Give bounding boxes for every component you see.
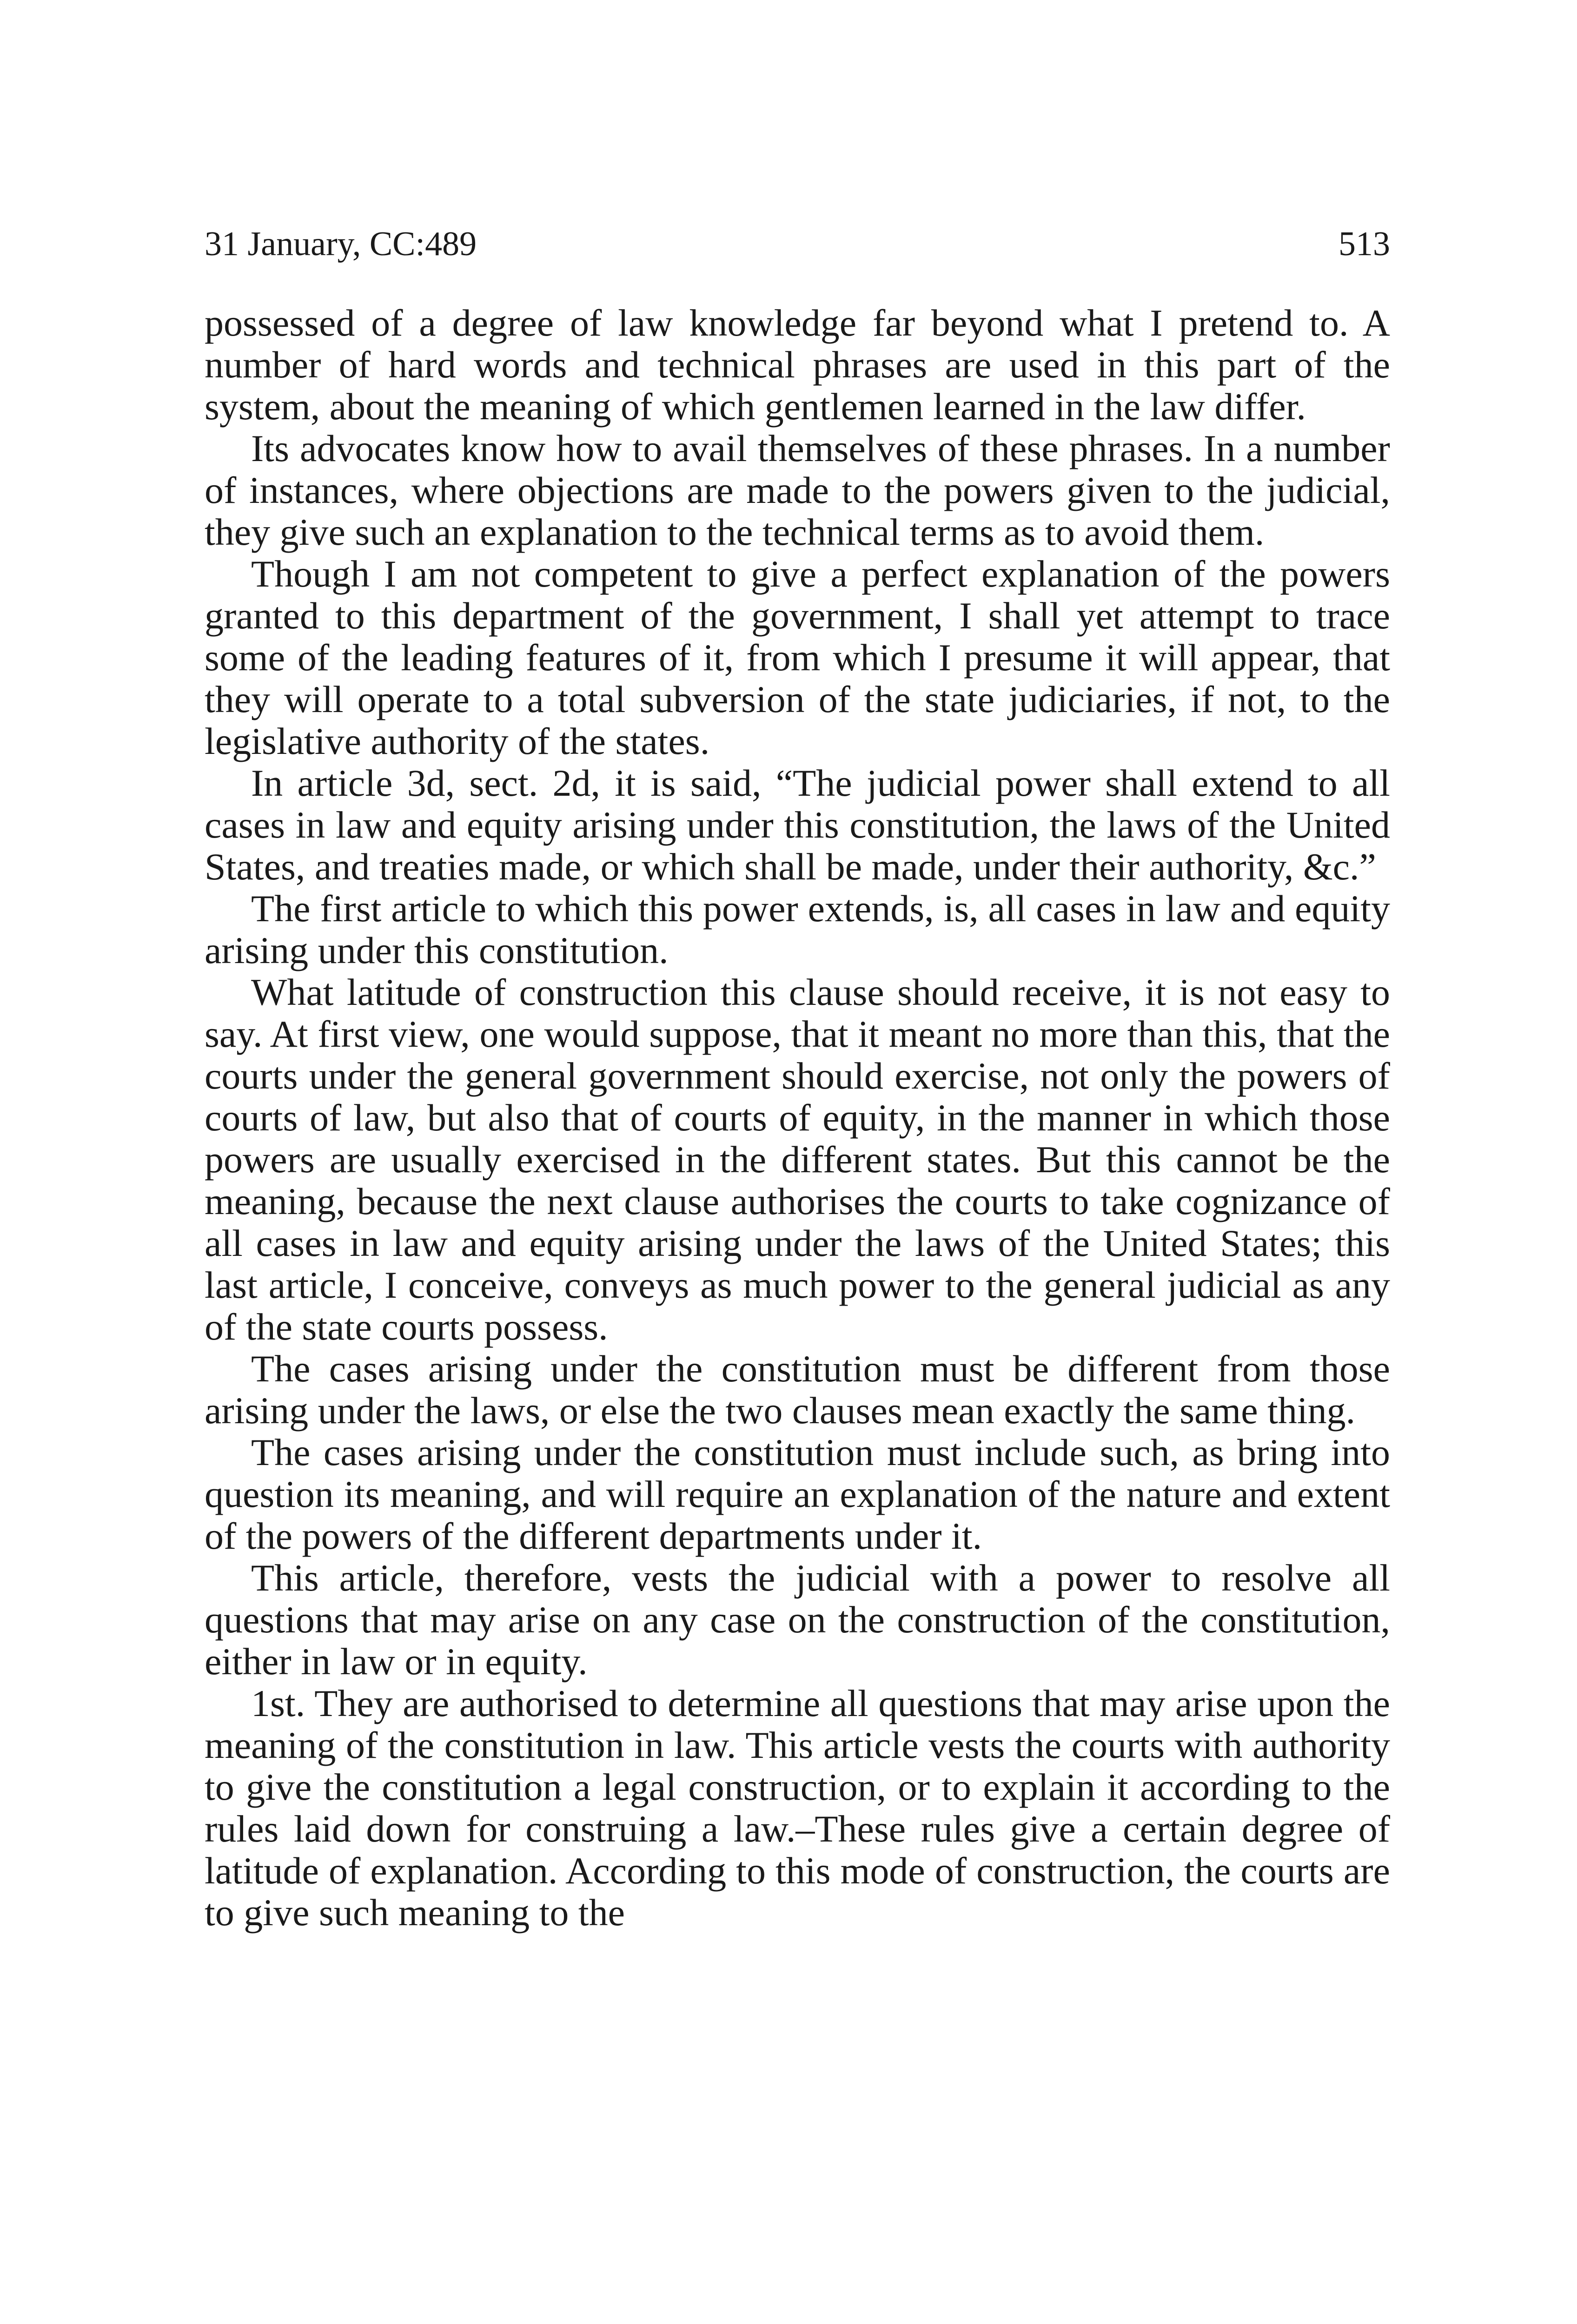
paragraph-9: This article, therefore, vests the judicial with a power to resolve all questions that may arise on any case on the construction of the constitution, either in law or in equity. [205,1557,1390,1683]
body-text [205,302,1390,1934]
paragraph-8: The cases arising under the constitution must include such, as bring into question its meaning, and will require an explanation of the nature and extent of the powers of the different departments under it. [205,1431,1390,1557]
paragraph-2: Its advocates know how to avail themselves of these phrases. In a number of instances, where objections are made to the powers given to the judicial, they give such an explanation to the technical terms as to avoid them. [205,427,1390,553]
running-head-title: 31 January, CC:489 [205,225,477,263]
running-head [205,218,1390,270]
page-number: 513 [1338,225,1390,263]
paragraph-5: The first article to which this power extends, is, all cases in law and equity arising under this constitution. [205,887,1390,971]
paragraph-7: The cases arising under the constitution must be different from those arising under the laws, or else the two clauses mean exactly the same thing. [205,1347,1390,1432]
paragraph-4: In article 3d, sect. 2d, it is said, “The judicial power shall extend to all cases in law and equity arising under this constitution, the laws of the United States, and treaties made, or which shall be made, under their authority, &c.” [205,762,1390,888]
paragraph-3: Though I am not competent to give a perfect explanation of the powers granted to this department of the government, I shall yet attempt to trace some of the leading features of it, from which I presume it will appear, that they will operate to a total subversion of the state judiciaries, if not, to the legislative authority of the states. [205,553,1390,762]
paragraph-6: What latitude of construction this clause should receive, it is not easy to say. At first view, one would suppose, that it meant no more than this, that the courts under the general government should exercise, not only the powers of courts of law, but also that of courts of equity, in the manner in which those powers are usually exercised in the different states. But this cannot be the meaning, because the next clause authorises the courts to take cognizance of all cases in law and equity arising under the laws of the United States; this last article, I conceive, conveys as much power to the general judicial as any of the state courts possess. [205,971,1390,1348]
paragraph-10: 1st. They are authorised to determine all questions that may arise upon the meaning of the constitution in law. This article vests the courts with authority to give the constitution a legal construction, or to explain it according to the rules laid down for construing a law.–These rules give a certain degree of latitude of explanation. According to this mode of construction, the courts are to give such meaning to the [205,1682,1390,1934]
paragraph-1: possessed of a degree of law knowledge far beyond what I pretend to. A number of hard words and technical phrases are used in this part of the system, about the meaning of which gentlemen learned in the law differ. [205,302,1390,428]
